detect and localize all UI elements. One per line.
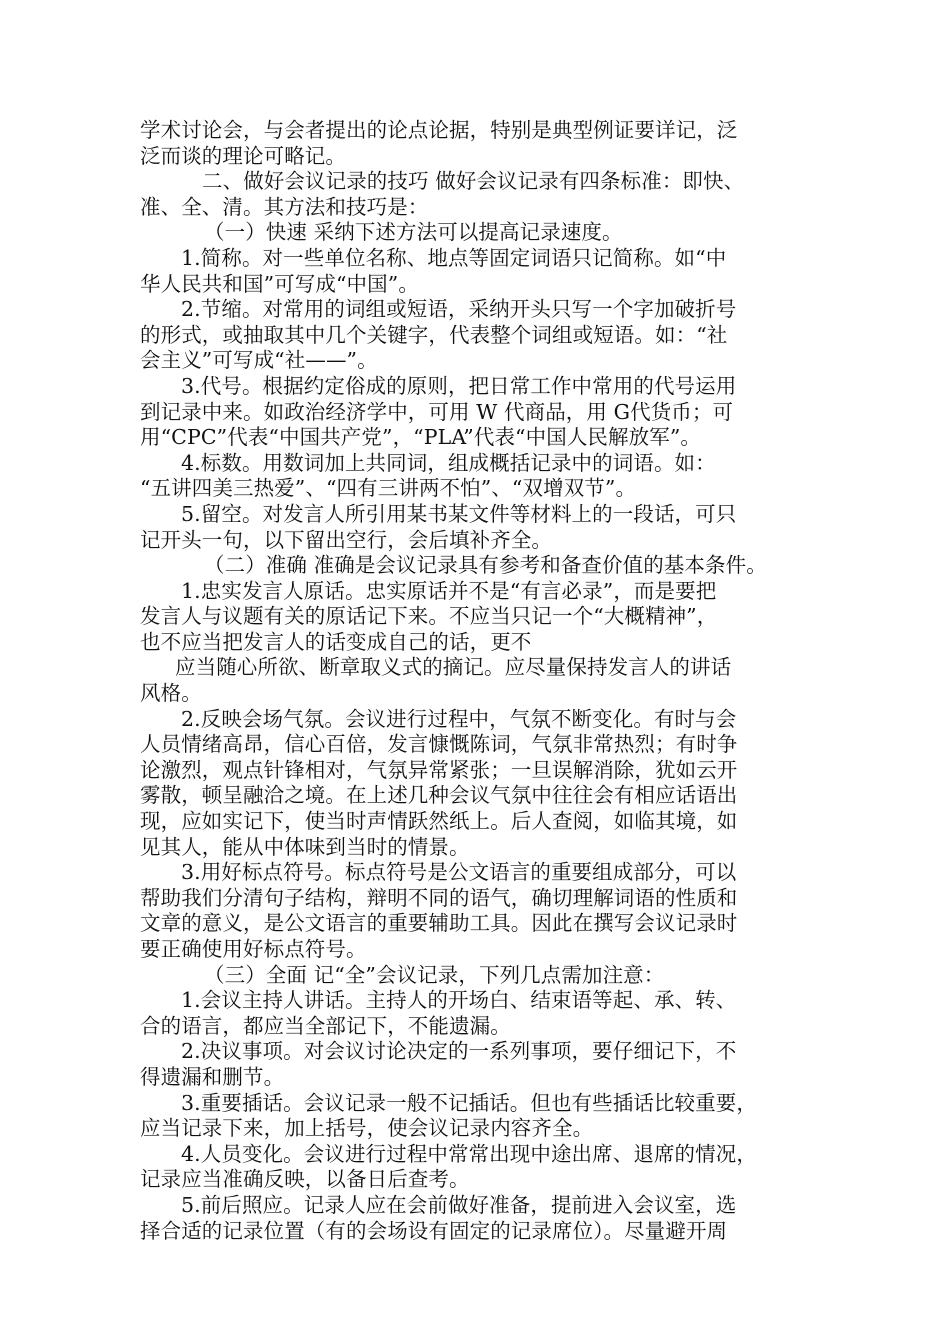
text-line: 记开头一句，以下留出空行，会后填补齐全。 <box>140 527 552 552</box>
text-line: 1.忠实发言人原话。忠实原话并不是“有言必录”，而是要把 <box>181 578 717 603</box>
text-line: 合的语言，都应当全部记下，不能遗漏。 <box>140 1013 511 1038</box>
section-heading-line: 二、做好会议记录的技巧 做好会议记录有四条标准：即快、 <box>202 169 745 194</box>
text-line: 4.标数。用数词加上共同词，组成概括记录中的词语。如： <box>181 450 716 475</box>
text-line: 4.人员变化。会议进行过程中常常出现中途出席、退席的情况， <box>181 1141 757 1166</box>
text-line: 见其人，能从中体味到当时的情景。 <box>140 834 470 859</box>
text-line: 发言人与议题有关的原话记下来。不应当只记一个“大概精神”， <box>140 604 718 629</box>
text-line: 要正确使用好标点符号。 <box>140 937 367 961</box>
text-line: 1.会议主持人讲话。主持人的开场白、结束语等起、承、转、 <box>181 988 737 1013</box>
text-line: 泛而谈的理论可略记。 <box>140 143 346 168</box>
text-line: 5.前后照应。记录人应在会前做好准备，提前进入会议室，选 <box>181 1192 737 1217</box>
text-line: 用“CPC”代表“中国共产党”，“PLA”代表“中国人民解放军”。 <box>140 425 702 450</box>
text-line: 3.代号。根据约定俗成的原则，把日常工作中常用的代号运用 <box>181 373 737 398</box>
text-line: 到记录中来。如政治经济学中，可用 W 代商品，用 G代货币；可 <box>140 399 734 424</box>
text-line: 1.简称。对一些单位名称、地点等固定词语只记简称。如“中 <box>181 245 727 270</box>
text-line: 2.决议事项。对会议讨论决定的一系列事项，要仔细记下，不 <box>181 1039 737 1064</box>
text-line: 应当随心所欲、断章取义式的摘记。应尽量保持发言人的讲话 <box>175 655 732 680</box>
text-line: 雾散，顿呈融洽之境。在上述几种会议气氛中往往会有相应话语出 <box>140 783 738 808</box>
text-line: 3.重要插话。会议记录一般不记插话。但也有些插话比较重要， <box>181 1090 757 1115</box>
text-line: 3.用好标点符号。标点符号是公文语言的重要组成部分，可以 <box>181 860 737 885</box>
text-line: 也不应当把发言人的话变成自己的话，更不 <box>140 629 532 654</box>
subsection-heading-line: （三）全面 记“全”会议记录，下列几点需加注意： <box>204 962 665 987</box>
text-line: 5.留空。对发言人所引用某书某文件等材料上的一段话，可只 <box>181 501 737 526</box>
document-body <box>140 118 812 1244</box>
text-line: 华人民共和国”可写成“中国”。 <box>140 271 419 296</box>
text-line: 帮助我们分清句子结构，辩明不同的语气，确切理解词语的性质和 <box>140 885 738 910</box>
text-line: 的形式，或抽取其中几个关键字，代表整个词组或短语。如：“社 <box>140 322 728 347</box>
text-line: 应当记录下来，加上括号，使会议记录内容齐全。 <box>140 1116 594 1141</box>
text-line: 得遗漏和删节。 <box>140 1064 285 1089</box>
text-line: 文章的意义，是公文语言的重要辅助工具。因此在撰写会议记录时 <box>140 911 738 936</box>
text-line: 学术讨论会，与会者提出的论点论据，特别是典型例证要详记，泛 <box>140 118 738 142</box>
text-line: “五讲四美三热爱”、“四有三讲两不怕”、“双增双节”。 <box>140 476 637 501</box>
text-line: 2.反映会场气氛。会议进行过程中，气氛不断变化。有时与会 <box>181 706 737 731</box>
text-line: 择合适的记录位置（有的会场设有固定的记录席位）。尽量避开周 <box>140 1218 728 1243</box>
text-line: 2.节缩。对常用的词组或短语，采纳开头只写一个字加破折号 <box>181 297 737 322</box>
subsection-heading-line: （二）准确 准确是会议记录具有参考和备查价值的基本条件。 <box>204 553 767 578</box>
text-line: 论激烈，观点针锋相对，气氛异常紧张；一旦误解消除，犹如云开 <box>140 757 738 782</box>
text-line: 风格。 <box>140 681 202 706</box>
subsection-heading-line: （一）快速 采纳下述方法可以提高记录速度。 <box>204 220 623 245</box>
text-line: 现，应如实记下，使当时声情跃然纸上。后人查阅，如临其境，如 <box>140 809 738 834</box>
text-line: 准、全、清。其方法和技巧是： <box>140 194 429 219</box>
text-line: 记录应当准确反映，以备日后查考。 <box>140 1167 470 1192</box>
text-line: 会主义”可写成“社——”。 <box>140 348 378 373</box>
text-line: 人员情绪高昂，信心百倍，发言慷慨陈词，气氛非常热烈；有时争 <box>140 732 738 757</box>
